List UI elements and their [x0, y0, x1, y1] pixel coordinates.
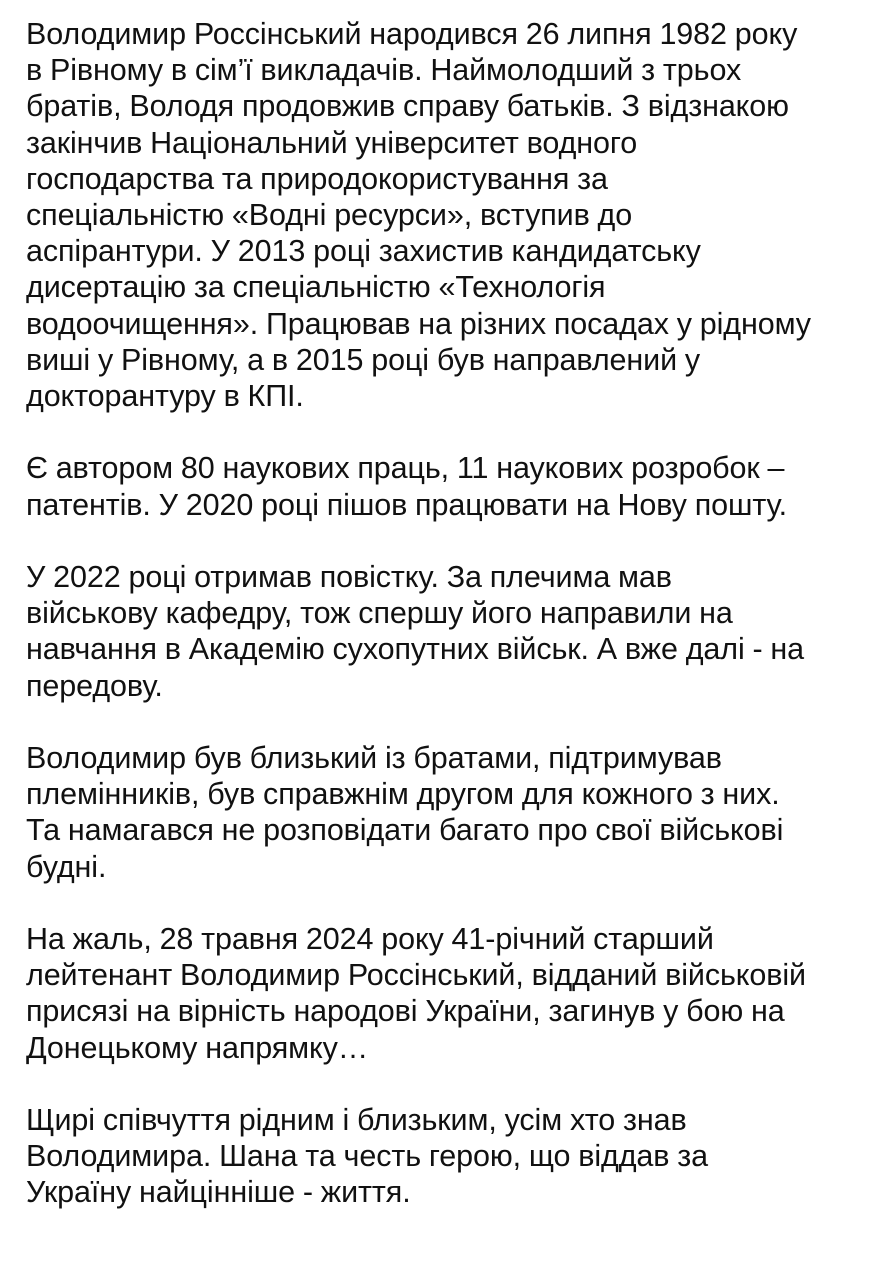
text-line: дисертацію за спеціальністю «Технологія — [26, 270, 606, 305]
paragraph-family — [26, 740, 880, 885]
text-line: навчання в Академію сухопутних військ. А вже далі - на — [26, 632, 805, 667]
text-line: передову. — [26, 668, 163, 703]
text-line: Донецькому напрямку… — [26, 1030, 369, 1065]
text-line: Володимира. Шана та честь герою, що віддав за — [26, 1139, 708, 1174]
text-line: військову кафедру, тож спершу його направили на — [26, 596, 733, 631]
text-line: Є автором 80 наукових праць, 11 наукових розробок – — [26, 451, 785, 486]
text-line: господарства та природокористування за — [26, 161, 608, 196]
text-line: У 2022 році отримав повістку. За плечима мав — [26, 560, 672, 595]
text-line: в Рівному в сім’ї викладачів. Наймолодший з трьох — [26, 53, 742, 88]
post-text — [26, 16, 880, 1211]
paragraph-condolences — [26, 1102, 880, 1211]
paragraph-service — [26, 559, 880, 704]
text-line: будні. — [26, 849, 107, 884]
text-line: спеціальністю «Водні ресурси», вступив до — [26, 198, 633, 233]
text-line: На жаль, 28 травня 2024 року 41-річний старший — [26, 922, 714, 957]
text-line: лейтенант Володимир Россінський, відданий військовій — [26, 958, 806, 993]
text-line: закінчив Національний університет водного — [26, 125, 638, 160]
paragraph-biography — [26, 16, 880, 414]
text-line: Україну найцінніше - життя. — [26, 1175, 411, 1210]
text-line: докторантуру в КПІ. — [26, 379, 304, 414]
paragraph-death — [26, 921, 880, 1066]
text-line: аспірантури. У 2013 році захистив кандидатську — [26, 234, 701, 269]
text-line: Володимир Россінський народився 26 липня 1982 року — [26, 17, 798, 51]
text-line: присязі на вірність народові України, загинув у бою на — [26, 994, 785, 1029]
text-line: Щирі співчуття рідним і близьким, усім хто знав — [26, 1103, 687, 1138]
paragraph-research — [26, 450, 880, 522]
text-line: Та намагався не розповідати багато про свої військові — [26, 813, 784, 848]
text-line: братів, Володя продовжив справу батьків. З відзнакою — [26, 89, 789, 124]
text-line: племінників, був справжнім другом для кожного з них. — [26, 777, 780, 812]
text-line: патентів. У 2020 році пішов працювати на Нову пошту. — [26, 487, 788, 522]
text-line: Володимир був близький із братами, підтримував — [26, 741, 722, 776]
text-line: виші у Рівному, а в 2015 році був направлений у — [26, 342, 701, 377]
text-line: водоочищення». Працював на різних посадах у рідному — [26, 306, 811, 341]
